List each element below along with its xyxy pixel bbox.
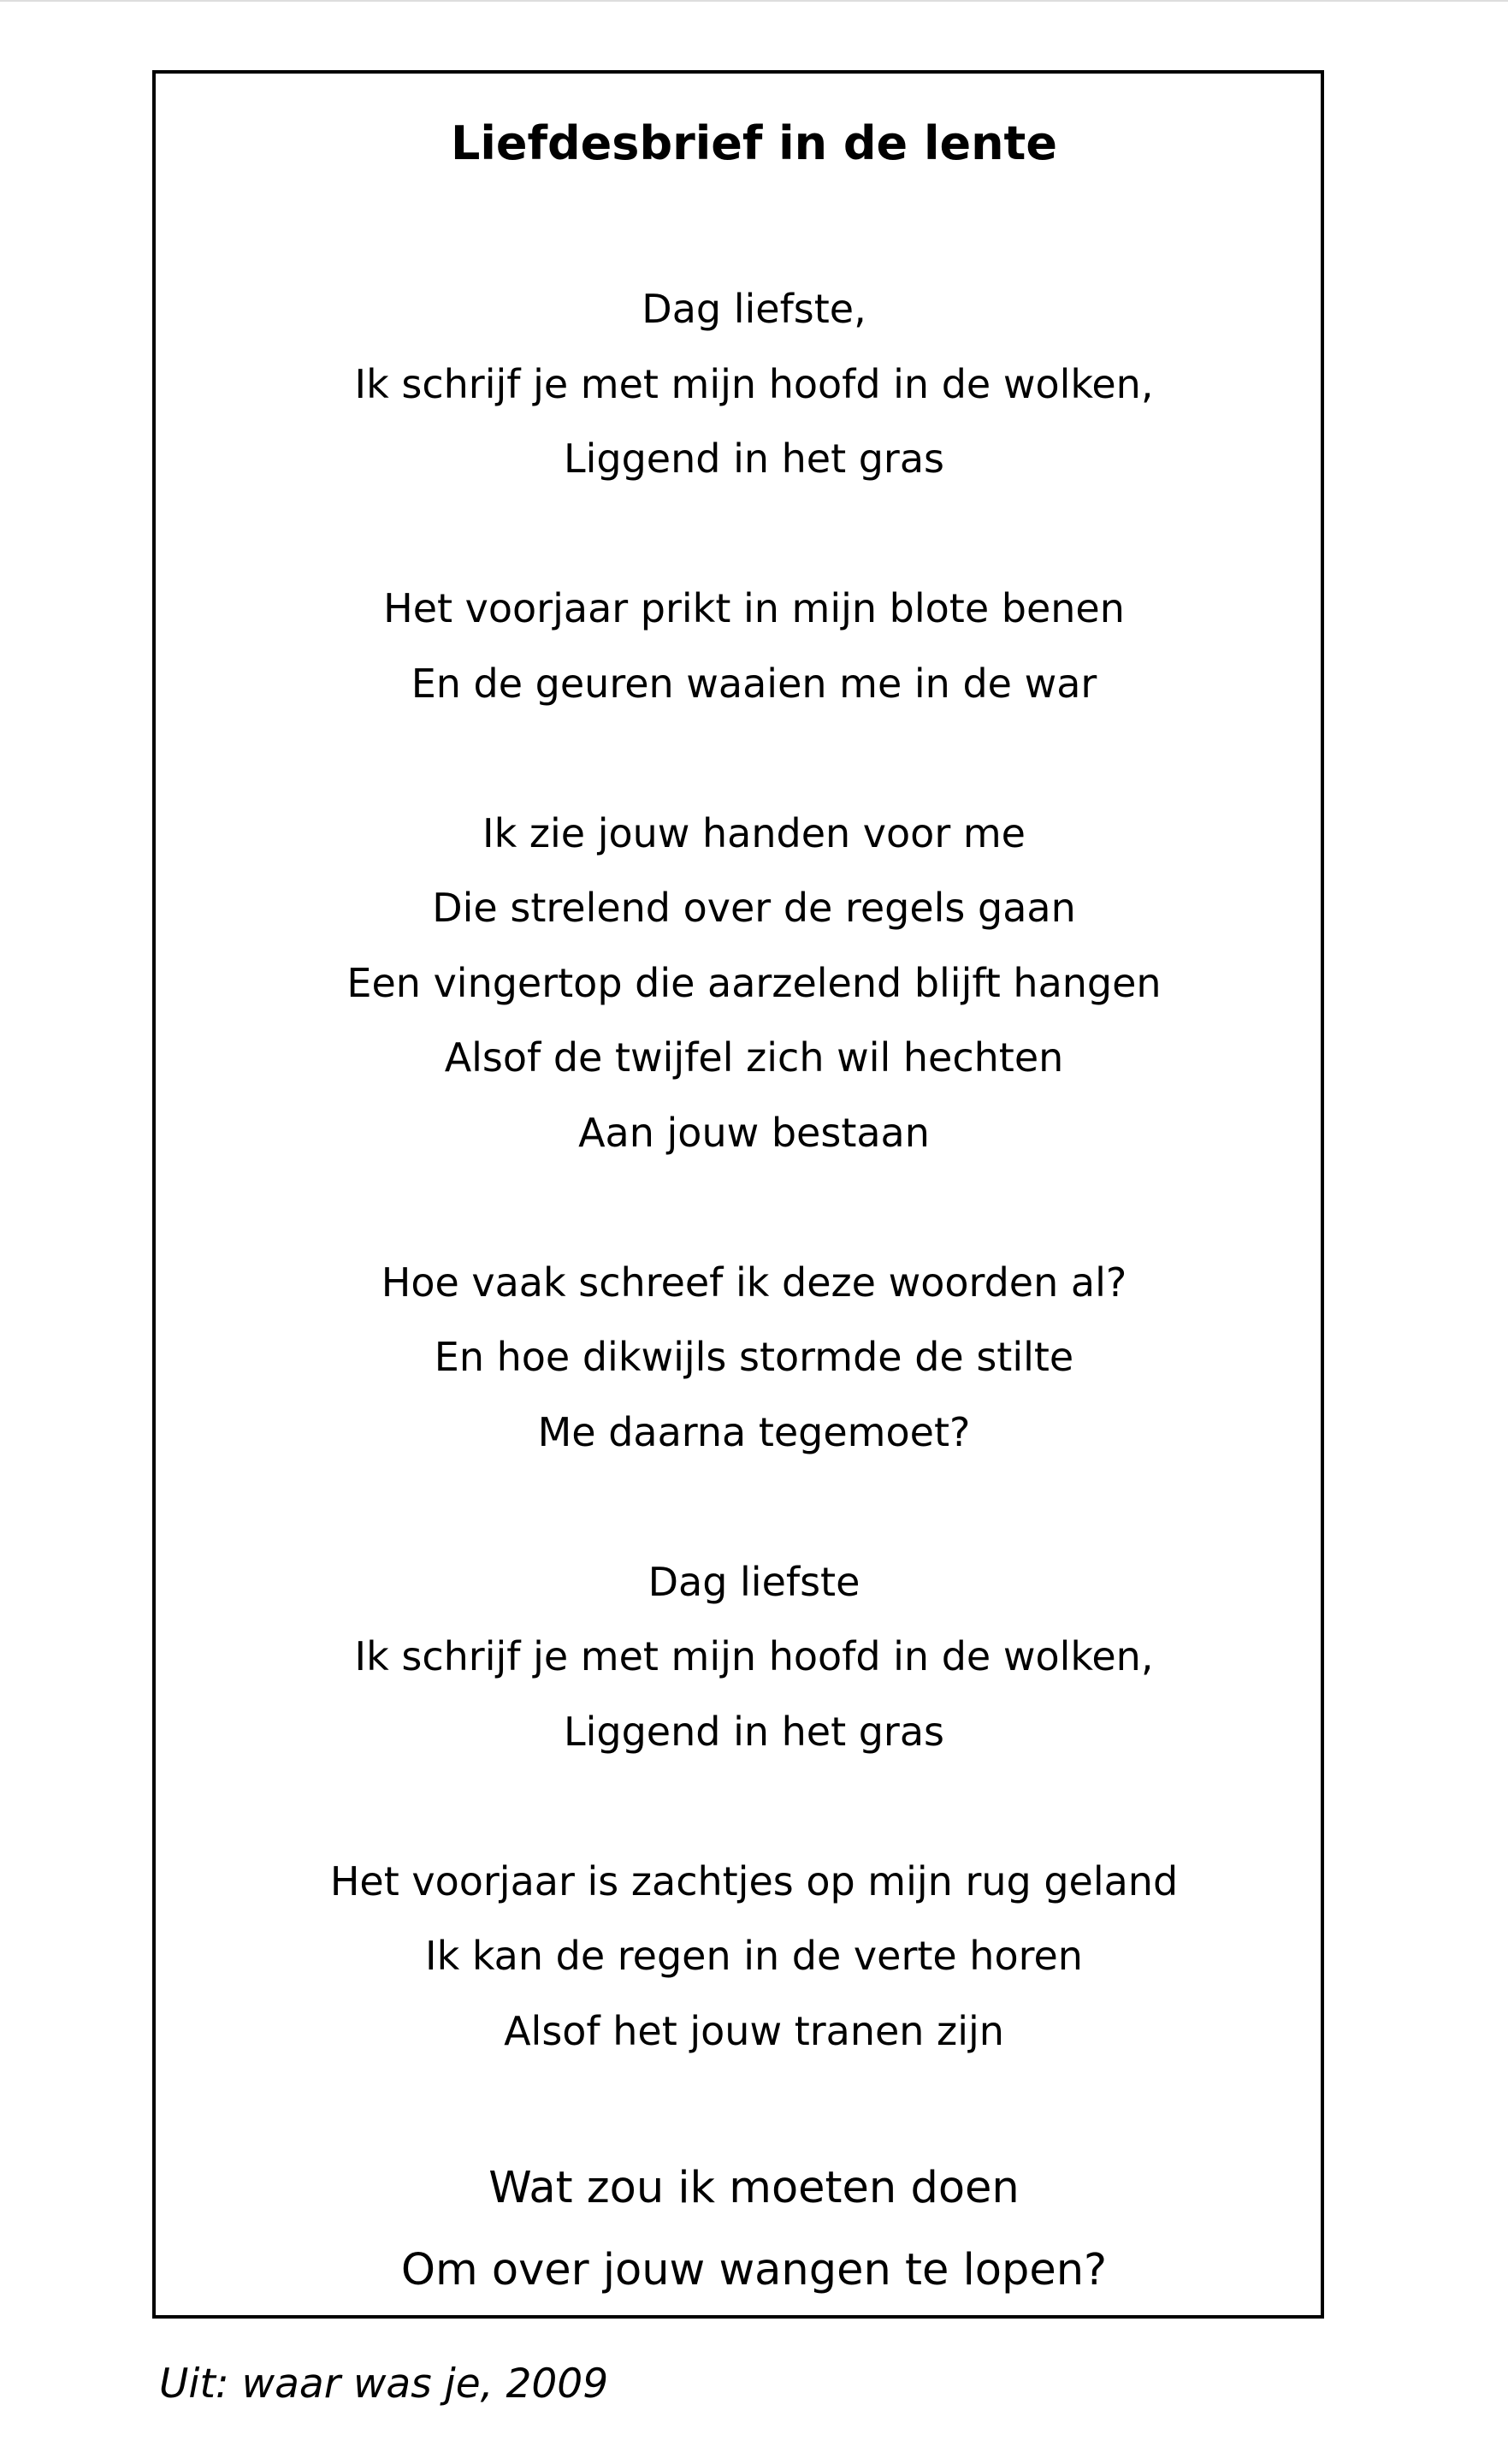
poem-line: Die strelend over de regels gaan xyxy=(432,885,1076,931)
closing-stanza xyxy=(0,2147,1508,2312)
poem-line: Alsof het jouw tranen zijn xyxy=(504,2007,1004,2054)
poem-line: Ik kan de regen in de verte horen xyxy=(425,1933,1083,1979)
poem-line: Wat zou ik moeten doen xyxy=(488,2163,1020,2213)
poem-line: Aan jouw bestaan xyxy=(578,1109,930,1156)
poem-line: Ik schrijf je met mijn hoofd in de wolken, xyxy=(354,360,1154,407)
stanza-gap xyxy=(0,721,1508,797)
poem-line: Om over jouw wangen te lopen? xyxy=(400,2245,1108,2295)
poem-line: Hoe vaak schreef ik deze woorden al? xyxy=(381,1259,1127,1306)
poem-line: En hoe dikwijls stormde de stilte xyxy=(434,1334,1074,1380)
poem-line: Het voorjaar prikt in mijn blote benen xyxy=(383,585,1125,631)
poem-title: Liefdesbrief in de lente xyxy=(450,116,1057,170)
stanza-gap xyxy=(0,497,1508,572)
poem-line: Dag liefste xyxy=(648,1558,860,1605)
poem-line: Het voorjaar is zachtjes op mijn rug geland xyxy=(329,1857,1179,1904)
poem-line: Liggend in het gras xyxy=(563,435,945,482)
stanza-gap xyxy=(0,1470,1508,1545)
stanza-gap xyxy=(0,1769,1508,1845)
poem-line: Ik schrijf je met mijn hoofd in de wolken, xyxy=(354,1633,1154,1679)
poem-line: Alsof de twijfel zich wil hechten xyxy=(444,1034,1064,1081)
poem-line: Ik zie jouw handen voor me xyxy=(482,809,1026,856)
poem-line: Me daarna tegemoet? xyxy=(537,1408,971,1455)
poem-line: Liggend in het gras xyxy=(563,1708,945,1755)
stanza-gap xyxy=(0,1170,1508,1246)
poem-line: Dag liefste, xyxy=(642,286,866,332)
poem-line: Een vingertop die aarzelend blijft hangen xyxy=(346,959,1162,1006)
source-citation: Uit: waar was je, 2009 xyxy=(159,2360,609,2408)
poem-line: En de geuren waaien me in de war xyxy=(411,660,1097,707)
poem-body xyxy=(0,272,1508,2069)
top-divider xyxy=(0,0,1508,2)
